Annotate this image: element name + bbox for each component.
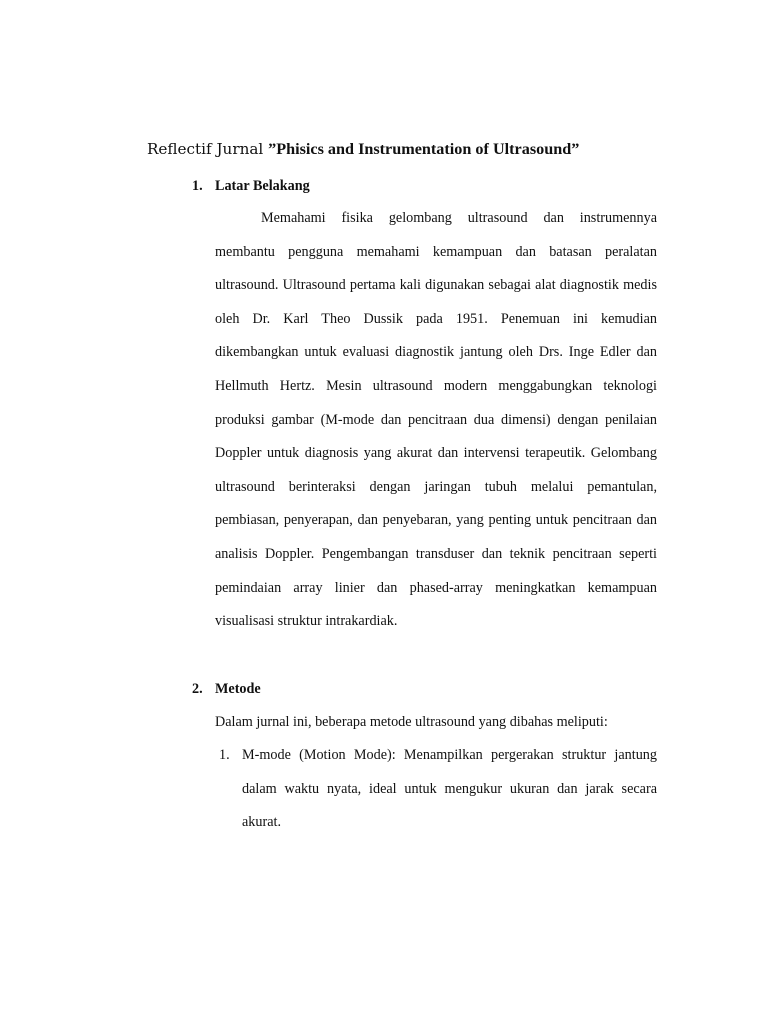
section-number: 1. xyxy=(192,178,203,194)
list-item xyxy=(219,739,657,840)
section-heading-text: Metode xyxy=(215,681,261,697)
title-prefix: Reflectif Jurnal xyxy=(147,140,269,158)
title-main: ”Phisics and Instrumentation of Ultrasound” xyxy=(268,140,580,158)
list-item-text: M-mode (Motion Mode): Menampilkan pergerakan struktur jantung dalam waktu nyata, ideal untuk mengukur ukuran dan jarak secara akurat. xyxy=(242,747,657,831)
section-heading-metode xyxy=(192,679,261,699)
document-title xyxy=(147,138,707,160)
list-item-number: 1. xyxy=(219,747,230,763)
section-number: 2. xyxy=(192,681,203,697)
paragraph-latar-belakang: Memahami fisika gelombang ultrasound dan instrumennya membantu pengguna memahami kemampuan dan batasan peralatan ultrasound. Ultrasound pertama kali digunakan sebagai alat diagnostik medis oleh Dr. Karl Theo Dussik pada 1951. Penemuan ini kemudian dikembangkan untuk evaluasi diagnostik jantung oleh Drs. Inge Edler dan Hellmuth Hertz. Mesin ultrasound modern menggabungkan teknologi produksi gambar (M-mode dan pencitraan dua dimensi) dengan penilaian Doppler untuk diagnosis yang akurat dan intervensi terapeutik. Gelombang ultrasound berinteraksi dengan jaringan tubuh melalui pemantulan, pembiasan, penyerapan, dan penyebaran, yang penting untuk pencitraan dan analisis Doppler. Pengembangan transduser dan teknik pencitraan seperti pemindaian array linier dan phased-array meningkatkan kemampuan visualisasi struktur intrakardiak. xyxy=(215,210,657,630)
section-heading-latar-belakang xyxy=(192,176,310,196)
paragraph-metode-intro: Dalam jurnal ini, beberapa metode ultrasound yang dibahas meliputi: xyxy=(215,714,608,730)
section-heading-text: Latar Belakang xyxy=(215,178,310,194)
